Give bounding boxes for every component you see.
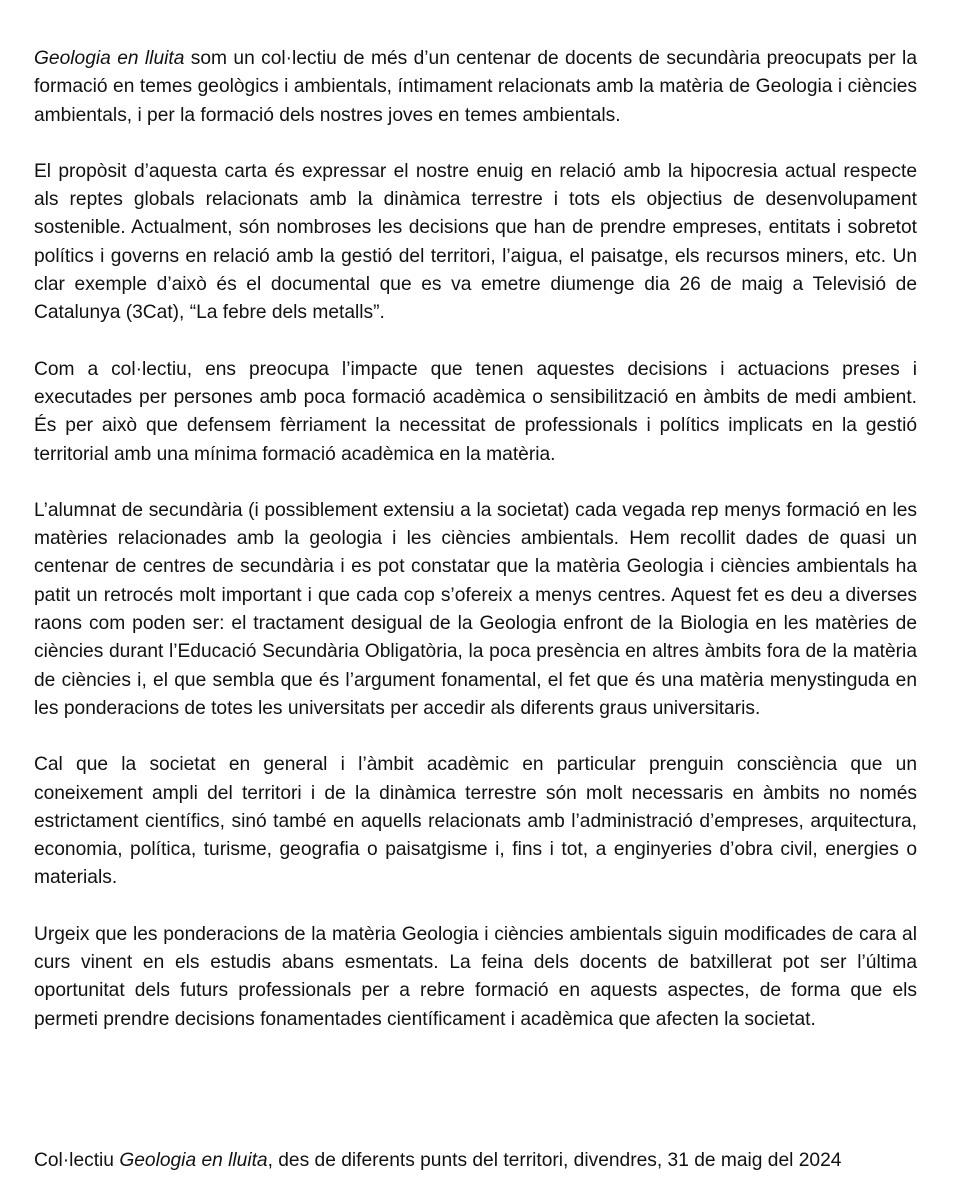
paragraph-students: L’alumnat de secundària (i possiblement extensiu a la societat) cada vegada rep menys formació en les matèries relacionades amb la geologia i les ciències ambientals. Hem recollit dades de quasi un centenar de centres de secundària i es pot constatar que la matèria Geologia i ciències ambientals ha patit un retrocés molt important i que cada cop s’ofereix a menys centres. Aquest fet es deu a diverses raons com poden ser: el tractament desigual de la Geologia enfront de la Biologia en les matèries de ciències durant l’Educació Secundària Obligatòria, la poca presència en altres àmbits fora de la matèria de ciències i, el que sembla que és l’argument fonamental, el fet que és una matèria menystinguda en les ponderacions de totes les universitats per accedir als diferents graus universitaris.: [34, 499, 917, 719]
paragraph-purpose: El propòsit d’aquesta carta és expressar el nostre enuig en relació amb la hipocresia actual respecte als reptes globals relacionats amb la dinàmica terrestre i tots els objectius de desenvolupament sostenible. Actualment, són nombroses les decisions que han de prendre empreses, entitats i sobretot polítics i governs en relació amb la gestió del territori, l’aigua, el paisatge, els recursos miners, etc. Un clar exemple d’això és el documental que es va emetre diumenge dia 26 de maig a Televisió de Catalunya (3Cat), “La febre dels metalls”.: [34, 160, 917, 324]
letter-body: [34, 45, 917, 1034]
paragraph-request: Urgeix que les ponderacions de la matèria Geologia i ciències ambientals siguin modificades de cara al curs vinent en els estudis abans esmentats. La feina dels docents de batxillerat pot ser l’última oportunitat dels futurs professionals per a rebre formació en aquests aspectes, de forma que els permeti prendre decisions fonamentades científicament i acadèmica que afecten la societat.: [34, 923, 917, 1030]
signature-place-date: , des de diferents punts del territori, divendres, 31 de maig del 2024: [267, 1150, 842, 1171]
collective-name-italic: Geologia en lluita: [34, 48, 185, 69]
paragraph-intro: [34, 45, 917, 130]
signature-collective-name: Geologia en lluita: [119, 1150, 268, 1171]
paragraph-concern: Com a col·lectiu, ens preocupa l’impacte que tenen aquestes decisions i actuacions preses i executades per persones amb poca formació acadèmica o sensibilització en àmbits de medi ambient. És per això que defensem fèrriament la necessitat de professionals i polítics implicats en la gestió territorial amb una mínima formació acadèmica en la matèria.: [34, 358, 917, 465]
signature-line: [34, 1147, 934, 1175]
signature-prefix: Col·lectiu: [34, 1150, 120, 1171]
paragraph-intro-text: som un col·lectiu de més d’un centenar de docents de secundària preocupats per la formació en temes geològics i ambientals, íntimament relacionats amb la matèria de Geologia i ciències ambientals, i per la formació dels nostres joves en temes ambientals.: [34, 48, 917, 126]
paragraph-awareness: Cal que la societat en general i l’àmbit acadèmic en particular prenguin consciència que un coneixement ampli del territori i de la dinàmica terrestre són molt necessaris en àmbits no només estrictament científics, sinó també en aquells relacionats amb l’administració d’empreses, arquitectura, economia, política, turisme, geografia o paisatgisme i, fins i tot, a enginyeries d’obra civil, energies o materials.: [34, 754, 917, 889]
